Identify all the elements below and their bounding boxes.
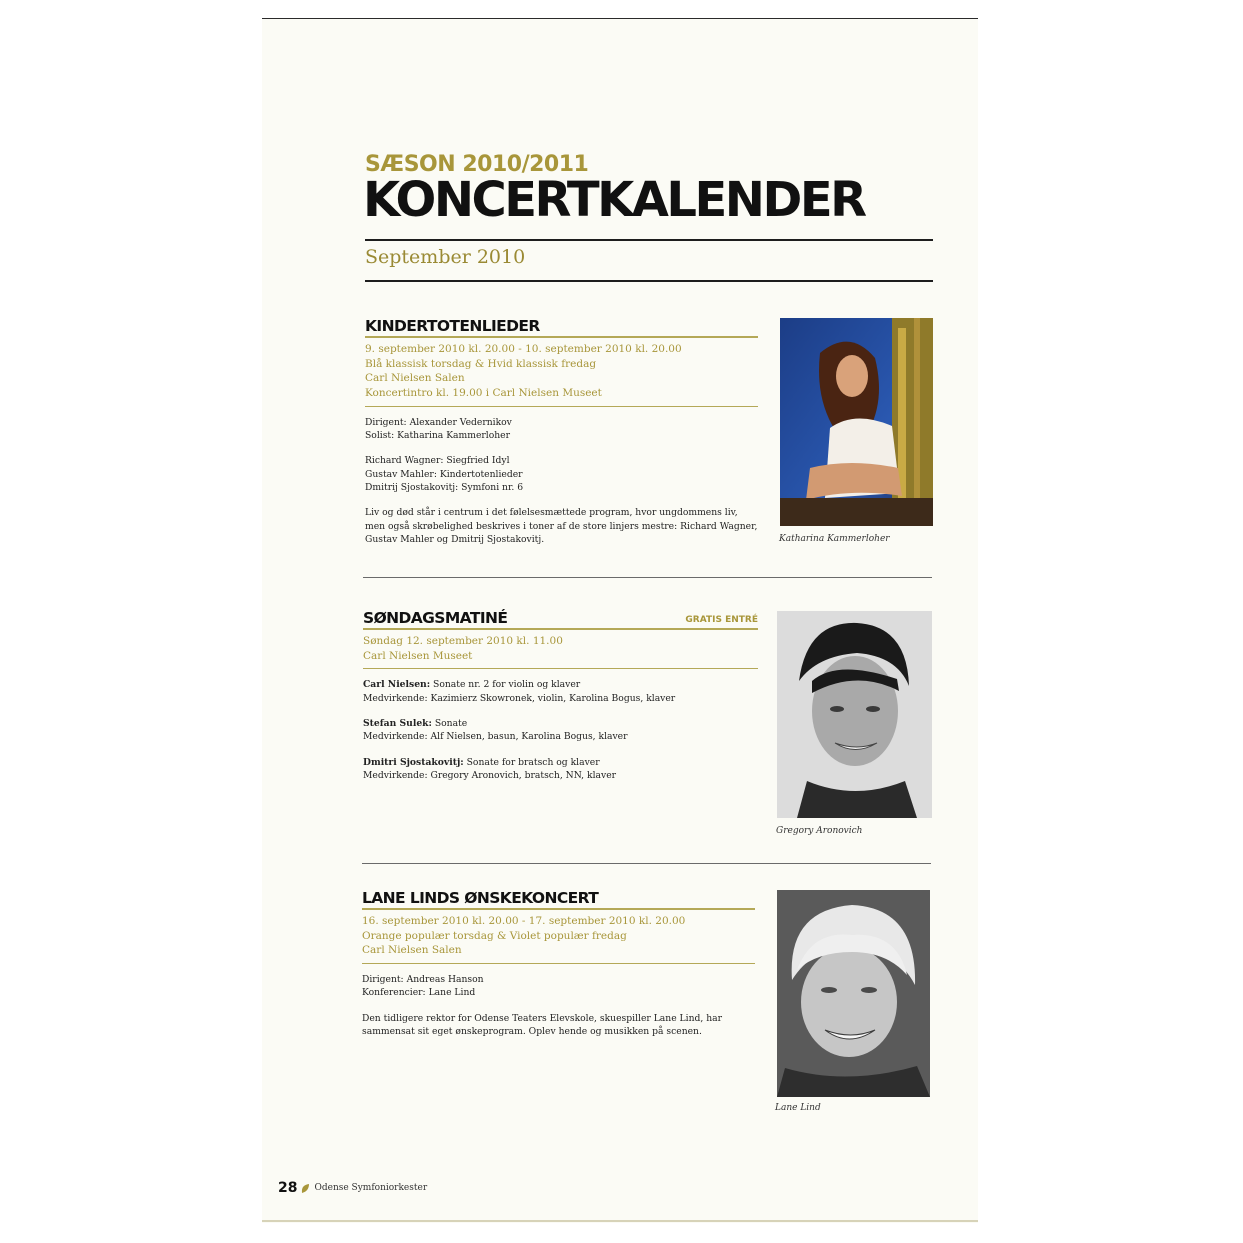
concert-header xyxy=(363,604,758,630)
concert-description xyxy=(362,1012,755,1039)
piece-title: Sonate for bratsch og klaver xyxy=(463,756,600,768)
concert-credits xyxy=(362,973,755,1000)
performers-line: Medvirkende: Gregory Aronovich, bratsch, NN, klaver xyxy=(363,769,617,781)
performers-line: Medvirkende: Alf Nielsen, basun, Karolina Bogus, klaver xyxy=(363,731,628,743)
program-work xyxy=(363,756,758,783)
photo-caption: Lane Lind xyxy=(775,1103,821,1113)
concert-intro: Koncertintro kl. 19.00 i Carl Nielsen Museet xyxy=(365,387,602,400)
description-line: sammensat sit eget ønskeprogram. Oplev hende og musikken på scenen. xyxy=(362,1026,702,1037)
program-work xyxy=(363,717,758,744)
month-rule xyxy=(365,280,933,282)
concert-credits xyxy=(365,416,758,443)
concert-sondagsmatine xyxy=(363,604,758,794)
program-work xyxy=(363,678,758,705)
concert-venue: Carl Nielsen Salen xyxy=(365,372,465,385)
month-heading: September 2010 xyxy=(365,246,526,268)
page-number: 28 xyxy=(278,1180,298,1196)
page-title: KONCERTKALENDER xyxy=(363,172,865,228)
concert-title: KINDERTOTENLIEDER xyxy=(365,317,540,335)
conductor-line: Dirigent: Alexander Vedernikov xyxy=(365,416,512,428)
concert-series: Orange populær torsdag & Violet populær fredag xyxy=(362,929,627,942)
concert-header xyxy=(365,312,758,338)
description-line: men også skrøbelighed beskrives i toner af de store linjers mestre: Richard Wagner, xyxy=(365,520,758,532)
program-item: Gustav Mahler: Kindertotenlieder xyxy=(365,468,523,480)
photo-caption: Katharina Kammerloher xyxy=(779,534,890,544)
concert-details xyxy=(362,910,755,964)
composer-name: Stefan Sulek: xyxy=(363,718,432,729)
concert-body xyxy=(363,669,758,782)
page-bottom-edge xyxy=(262,1220,978,1222)
soloist-line: Solist: Katharina Kammerloher xyxy=(365,430,511,442)
page-footer xyxy=(278,1180,427,1196)
composer-name: Carl Nielsen: xyxy=(363,679,431,691)
photo-katharina-kammerloher xyxy=(780,318,933,526)
description-line: Den tidligere rektor for Odense Teaters Elevskole, skuespiller Lane Lind, har xyxy=(362,1012,723,1024)
host-line: Konferencier: Lane Lind xyxy=(362,987,476,999)
concert-title: LANE LINDS ØNSKEKONCERT xyxy=(362,889,599,907)
concert-header xyxy=(362,884,755,910)
description-line: Gustav Mahler og Dmitrij Sjostakovitj. xyxy=(365,533,545,545)
organization-name: Odense Symfoniorkester xyxy=(314,1183,428,1193)
piece-title: Sonate nr. 2 for violin og klaver xyxy=(430,679,581,691)
concert-body xyxy=(362,964,755,1038)
concert-details xyxy=(365,338,758,407)
performers-line: Medvirkende: Kazimierz Skowronek, violin, Karolina Bogus, klaver xyxy=(363,692,676,704)
concert-description xyxy=(365,506,758,546)
concert-details xyxy=(363,630,758,669)
season-label: SÆSON 2010/2011 xyxy=(365,152,589,177)
concert-date: Søndag 12. september 2010 kl. 11.00 xyxy=(363,635,563,647)
photo-lane-lind xyxy=(777,890,930,1097)
description-line: Liv og død står i centrum i det følelsesmættede program, hvor ungdommens liv, xyxy=(365,507,738,519)
concert-body xyxy=(365,407,758,546)
program-item: Dmitrij Sjostakovitj: Symfoni nr. 6 xyxy=(365,482,524,493)
concert-date: 9. september 2010 kl. 20.00 - 10. september 2010 kl. 20.00 xyxy=(365,343,682,355)
concert-program xyxy=(365,454,758,494)
concert-lane-linds-onskekoncert xyxy=(362,884,755,1050)
concert-kindertotenlieder xyxy=(365,312,758,558)
conductor-line: Dirigent: Andreas Hanson xyxy=(362,974,484,986)
title-rule xyxy=(365,239,933,241)
photo-gregory-aronovich xyxy=(777,611,932,818)
photo-caption: Gregory Aronovich xyxy=(776,826,863,836)
piece-title: Sonate xyxy=(431,718,468,729)
program-item: Richard Wagner: Siegfried Idyl xyxy=(365,455,510,467)
concert-venue: Carl Nielsen Museet xyxy=(363,649,473,662)
section-divider xyxy=(362,863,931,864)
composer-name: Dmitri Sjostakovitj: xyxy=(363,756,464,768)
concert-venue: Carl Nielsen Salen xyxy=(362,944,462,957)
concert-title: SØNDAGSMATINÉ xyxy=(363,609,508,627)
concert-date: 16. september 2010 kl. 20.00 - 17. september 2010 kl. 20.00 xyxy=(362,915,686,927)
leaf-icon xyxy=(301,1183,310,1194)
section-divider xyxy=(363,577,932,578)
concert-series: Blå klassisk torsdag & Hvid klassisk fredag xyxy=(365,357,597,370)
free-entry-badge: GRATIS ENTRÉ xyxy=(685,615,758,625)
